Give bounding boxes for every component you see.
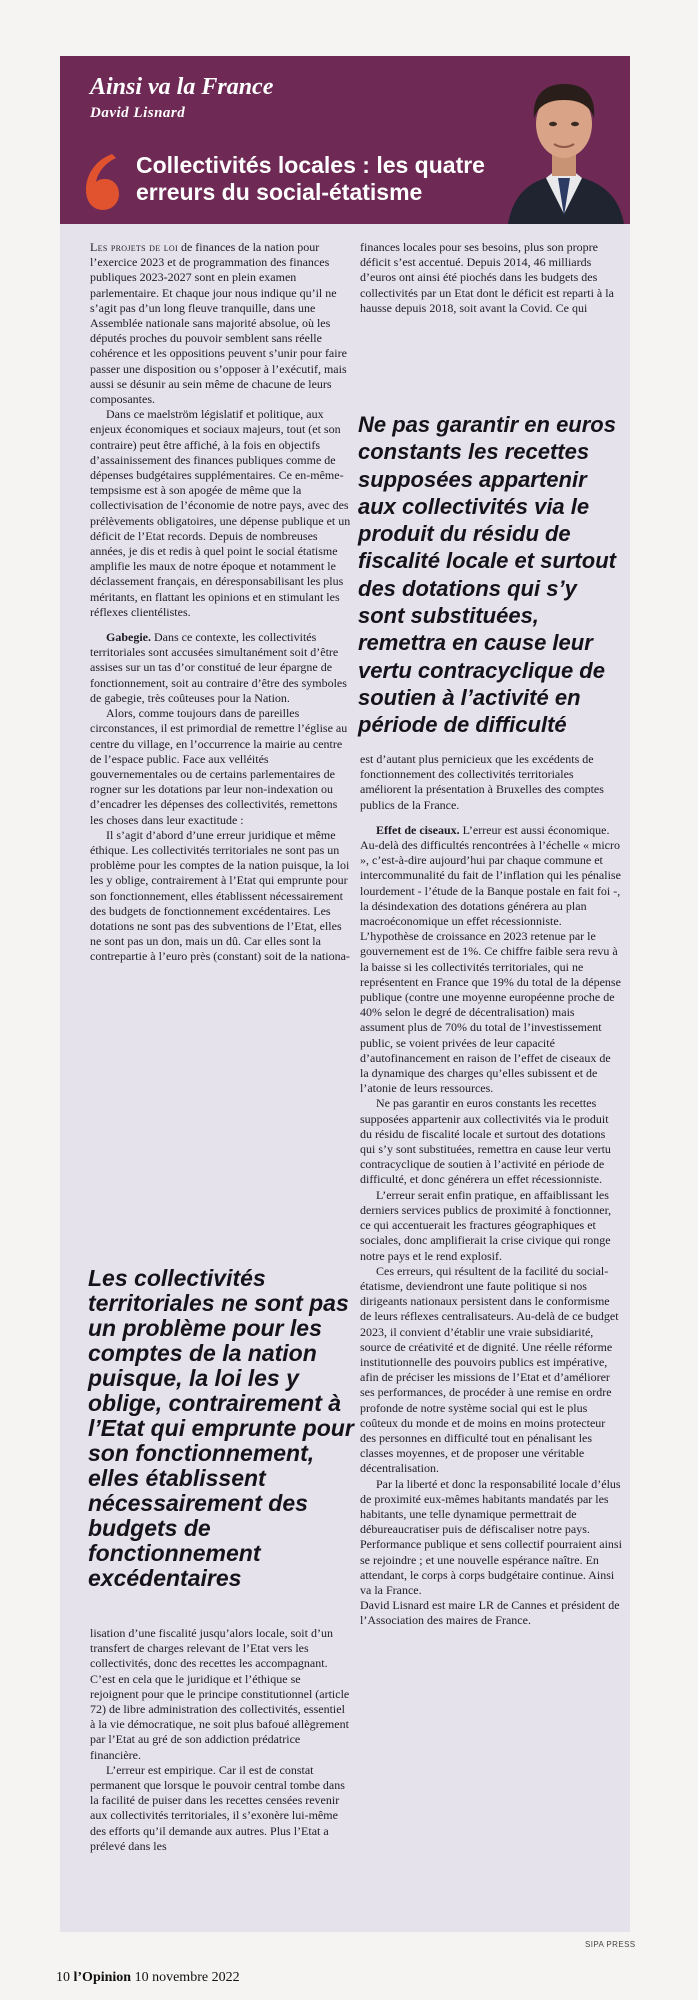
left-column-bottom xyxy=(90,1626,352,1854)
paragraph: L’erreur est empirique. Car il est de constat permanent que lorsque le pouvoir central tombe dans la facilité de puiser dans les recettes censées revenir aux collectivités territoriales, il s’exonère lui-même des efforts qu’il demande aux autres. Plus l’Etat a prélevé dans les xyxy=(90,1762,345,1853)
author-portrait xyxy=(500,66,630,224)
paragraph: est d’autant plus pernicieux que les excédents de fonctionnement des collectivités territoriales améliorent la présentation à Bruxelles des comptes publics de la France. xyxy=(360,752,604,812)
paragraph: Il s’agit d’abord d’une erreur juridique et même éthique. Les collectivités territoriales ne sont pas un problème pour les comptes de la nation puisque, la loi les y oblige, contrairement à l’Etat qui emprunte pour son fonctionnement, elles établissent nécessairement des budgets de fonctionnement excédentaires. Les dotations ne sont pas des subventions de l’Etat, elles ne sont pas un don, mais un dû. Car elles sont la contrepartie à l’euro près (constant) soit de la nationa- xyxy=(90,827,350,964)
paragraph: Par la liberté et donc la responsabilité locale d’élus de proximité eux-mêmes habitants mandatés par les habitants, une telle dynamique permettrait de débureaucratiser puis de défiscaliser notre pays. Performance publique et sens collectif pourraient ainsi se rejoindre ; et une nouvelle espérance naître. En attendant, le corps à corps budgétaire continue. Ainsi va la France. xyxy=(360,1476,622,1597)
paragraph: Ces erreurs, qui résultent de la facilité du social-étatisme, deviendront une faute politique si nos dirigeants nationaux persistent dans le conformisme de leurs réflexes centralisateurs. Au-delà de ce budget 2023, il convient d’établir une vraie subsidiarité, source de créativité et de dignité. Une réelle réforme institutionnelle des pouvoirs publics est impérative, afin de préciser les missions de l’Etat et d’améliorer ses performances, de procéder à une remise en ordre profonde de notre système social qui est le plus coûteux du monde et de moins en moins protecteur des personnes en difficulté tout en pénalisant les classes moyennes, et de proposer une véritable décentralisation. xyxy=(360,1263,619,1476)
left-column-top xyxy=(90,240,352,965)
page-footer xyxy=(56,1970,240,1986)
paragraph: finances locales pour ses besoins, plus son propre déficit s’est accentué. Depuis 2014, 46 milliards d’euros ont ainsi été piochés dans les budgets des collectivités par un Etat dont le déficit est reparti à la hausse depuis 2018, soit avant la Covid. Ce qui xyxy=(360,240,614,315)
paragraph-intro: Les projets de loi de finances de la nation pour l’exercice 2023 et de programmation des finances publiques 2023-2027 sont en plein examen parlementaire. Et chaque jour nous indique qu’il ne s’agit pas d’un long fleuve tranquille, dans une Assemblée nationale sans majorité absolue, où les députés proches du pouvoir semblent sans réelle cohérence et les oppositions peuvent s’unir pour faire passer une disposition ou s’opposer à l’exécutif, mais aussi se désunir au sein même de chacune de leurs composantes. xyxy=(90,240,347,407)
quote-mark-icon xyxy=(82,152,124,212)
subheading: Effet de ciseaux. xyxy=(376,822,460,837)
pull-quote-right: Ne pas garantir en euros constants les recettes supposées appartenir aux collectivités via le produit du résidu de fiscalité locale et surtout des dotations qui s’y sont substituées, remettra en cause leur vertu contracyclique de soutien à l’activité en période de difficulté xyxy=(358,412,616,738)
page-number: 10 xyxy=(56,1970,70,1985)
paragraph-gabegie: Gabegie. Dans ce contexte, les collectivités territoriales sont accusées simultanément soit d’être assises sur un tas d’or constitué de leur épargne de fonctionnement, soit au contraire d’être des symboles de gabegie, très coûteuses pour la Nation. xyxy=(90,630,347,705)
paragraph: Alors, comme toujours dans de pareilles circonstances, il est primordial de remettre l’église au centre du village, en l’occurrence la mairie au centre de l’espace public. Face aux velléités gouvernementales ou de certains parlementaires de rogner sur les dotations par leur non-indexation ou d’encadrer les dépenses des collectivités, remettons les choses dans leur exactitude : xyxy=(90,706,348,827)
photo-credit: SIPA PRESS xyxy=(585,1940,636,1949)
column-rubric: Ainsi va la France xyxy=(90,74,274,100)
pull-quote-left: Les collectivités territoriales ne sont pas un problème pour les comptes de la nation puisque, la loi les y oblige, contrairement à l’Etat qui emprunte pour son fonctionnement, elles établissent nécessairement des budgets de fonctionnement excédentaires xyxy=(88,1265,354,1591)
article-panel xyxy=(60,56,630,1932)
newspaper-brand: l’Opinion xyxy=(73,1970,132,1985)
paragraph: L’erreur serait enfin pratique, en affaiblissant les derniers services publics de proximité à fonctionner, ce qui accentuerait les fractures géographiques et sociales, donc amplifierait la crise civique qui ronge notre pays et le rend explosif. xyxy=(360,1187,612,1263)
column-author: David Lisnard xyxy=(90,105,186,121)
right-column-top xyxy=(360,240,622,316)
column-banner xyxy=(60,56,630,224)
issue-date: 10 novembre 2022 xyxy=(134,1970,240,1985)
paragraph: lisation d’une fiscalité jusqu’alors locale, soit d’un transfert de charges relevant de l’Etat vers les collectivités, donc des recettes les accompagnant. C’est en cela que le juridique et l’éthique se rejoignent pour que le principe constitutionnel (article 72) de libre administration des collectivités, essentiel à la vie démocratique, ne soit plus bafoué allègrement par l’Etat au gré de son addiction prédatrice financière. xyxy=(90,1626,350,1762)
paragraph: Ne pas garantir en euros constants les recettes supposées appartenir aux collectivités via le produit du résidu de fiscalité locale et surtout des dotations qui s’y sont substituées, remettra en cause leur vertu contracyclique de soutien à l’activité en période de difficulté, et donc générera un effet récessionniste. xyxy=(360,1096,611,1187)
paragraph: Dans ce maelström législatif et politique, aux enjeux économiques et sociaux majeurs, tout (et son contraire) peut être affiché, à la fois en objectifs d’assainissement des finances publiques comme de dépenses budgétaires supplémentaires. Ce en-même-tempsisme est à son apogée de même que la collectivisation de l’économie de notre pays, avec des prélèvements obligatoires, une dépense publique et un déficit de l’Etat records. Depuis de nombreuses années, je dis et redis à quel point le social étatisme amplifie les maux de notre époque et notamment le déclassement français, en déresponsabilisant les plus méritants, en flattant les opinions et en stimulant les réflexes clientélistes. xyxy=(90,407,351,619)
right-column-bottom xyxy=(360,752,622,1629)
author-signature: David Lisnard est maire LR de Cannes et président de l’Association des maires de France. xyxy=(360,1598,620,1628)
subheading: Gabegie. xyxy=(106,630,151,645)
paragraph-effet-ciseaux: Effet de ciseaux. L’erreur est aussi économique. Au-delà des difficultés rencontrées à l’échelle « micro », c’est-à-dire aujourd’hui par chaque commune et intercommunalité du fait de l’inflation qui les pénalise lourdement - l’étude de la Banque postale en fait foi -, la désindexation des dotations générera au plan macroéconomique un effet récessionniste. L’hypothèse de croissance en 2023 retenue par le gouvernement est de 1%. Ce chiffre faible sera revu à la baisse si les collectivités territoriales, qui ne représentent en France que 19% du total de la dépense publique (contre une moyenne européenne proche de 40% selon le degré de décentralisation) mais assument plus de 70% du total de l’investissement public, se voient privées de leur capacité d’autofinancement en raison de l’effet de ciseaux de la dynamique des charges qu’elles subissent et de l’atonie de leurs ressources. xyxy=(360,822,621,1096)
article-headline: Collectivités locales : les quatre erreurs du social-étatisme xyxy=(136,152,485,205)
